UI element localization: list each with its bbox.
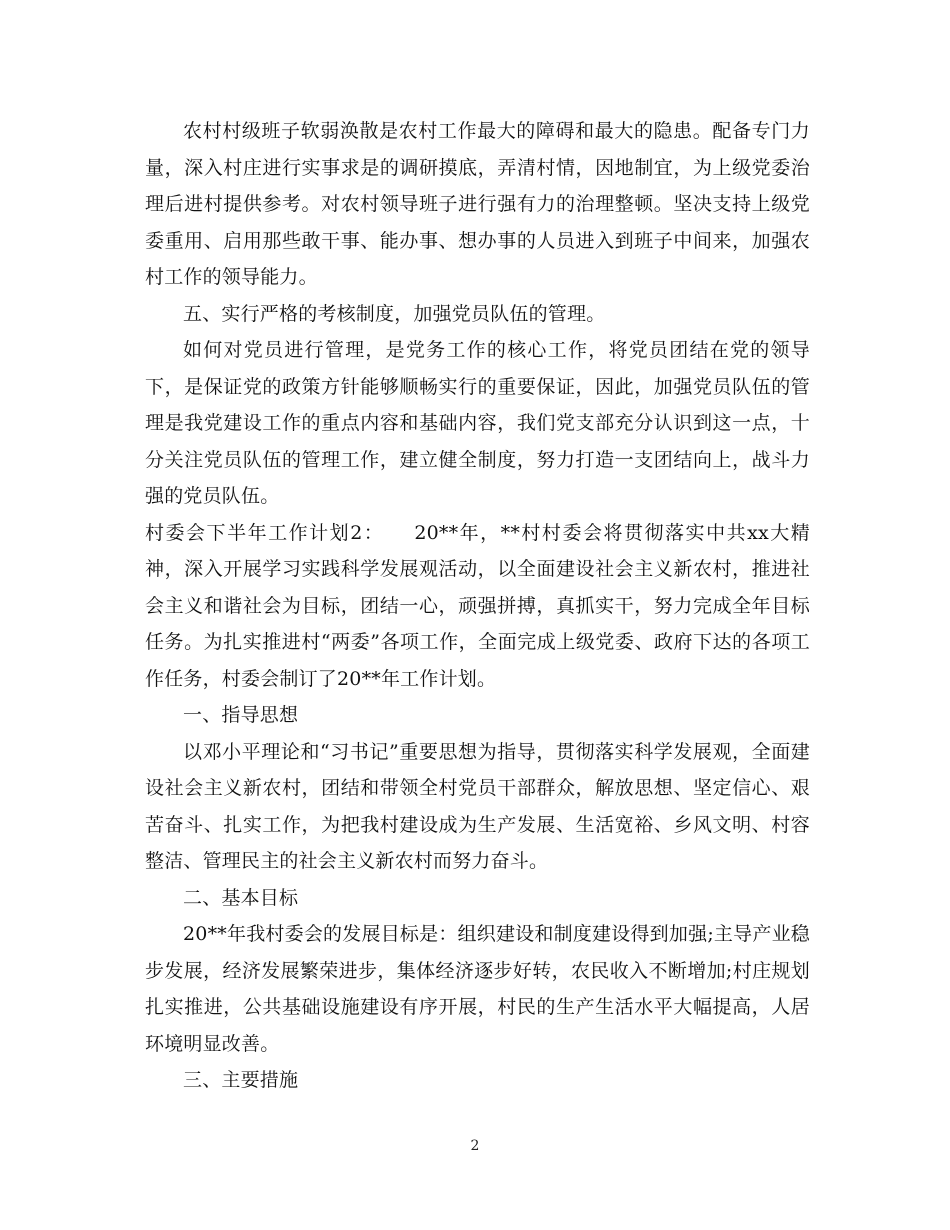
- paragraph-guiding-ideology: 以邓小平理论和“习书记”重要思想为指导，贯彻落实科学发展观，全面建设社会主义新农村，团结和带领全村党员干部群众，解放思想、坚定信心、艰苦奋斗、扎实工作，为把我村建设成为生产发展、生活宽裕、乡风文明、村容整洁、管理民主的社会主义新农村而努力奋斗。: [145, 740, 810, 872]
- document-body: [145, 113, 810, 1099]
- heading-basic-goals: 二、基本目标: [183, 886, 299, 909]
- paragraph-basic-goals: 20**年我村委会的发展目标是：组织建设和制度建设得到加强;主导产业稳步发展，经济发展繁荣进步，集体经济逐步好转，农民收入不断增加;村庄规划扎实推进，公共基础设施建设有序开展，村民的生产生活水平大幅提高，人居环境明显改善。: [145, 923, 810, 1055]
- plan-title: 村委会下半年工作计划2：: [145, 521, 385, 544]
- plan-body: 20**年，**村村委会将贯彻落实中共xx大精神，深入开展学习实践科学发展观活动，以全面建设社会主义新农村，推进社会主义和谐社会为目标，团结一心，顽强拼搏，真抓实干，努力完成全年目标任务。为扎实推进村“两委”各项工作，全面完成上级党委、政府下达的各项工作任务，村委会制订了20**年工作计划。: [145, 521, 810, 690]
- page-number: 2: [470, 1138, 480, 1154]
- paragraph-work-plan-2: [145, 515, 810, 698]
- heading-main-measures: 三、主要措施: [183, 1069, 299, 1091]
- paragraph-party-member-management: 如何对党员进行管理，是党务工作的核心工作，将党员团结在党的领导下，是保证党的政策方针能够顺畅实行的重要保证，因此，加强党员队伍的管理是我党建设工作的重点内容和基础内容，我们党支部充分认识到这一点，十分关注党员队伍的管理工作，建立健全制度，努力打造一支团结向上，战斗力强的党员队伍。: [145, 339, 810, 507]
- heading-section-five: 五、实行严格的考核制度，加强党员队伍的管理。: [183, 302, 606, 325]
- heading-guiding-ideology: 一、指导思想: [183, 704, 299, 726]
- paragraph-village-leadership: 农村村级班子软弱涣散是农村工作最大的障碍和最大的隐患。配备专门力量，深入村庄进行实事求是的调研摸底，弄清村情，因地制宜，为上级党委治理后进村提供参考。对农村领导班子进行强有力的治理整顿。坚决支持上级党委重用、启用那些敢干事、能办事、想办事的人员进入到班子中间来，加强农村工作的领导能力。: [145, 120, 810, 288]
